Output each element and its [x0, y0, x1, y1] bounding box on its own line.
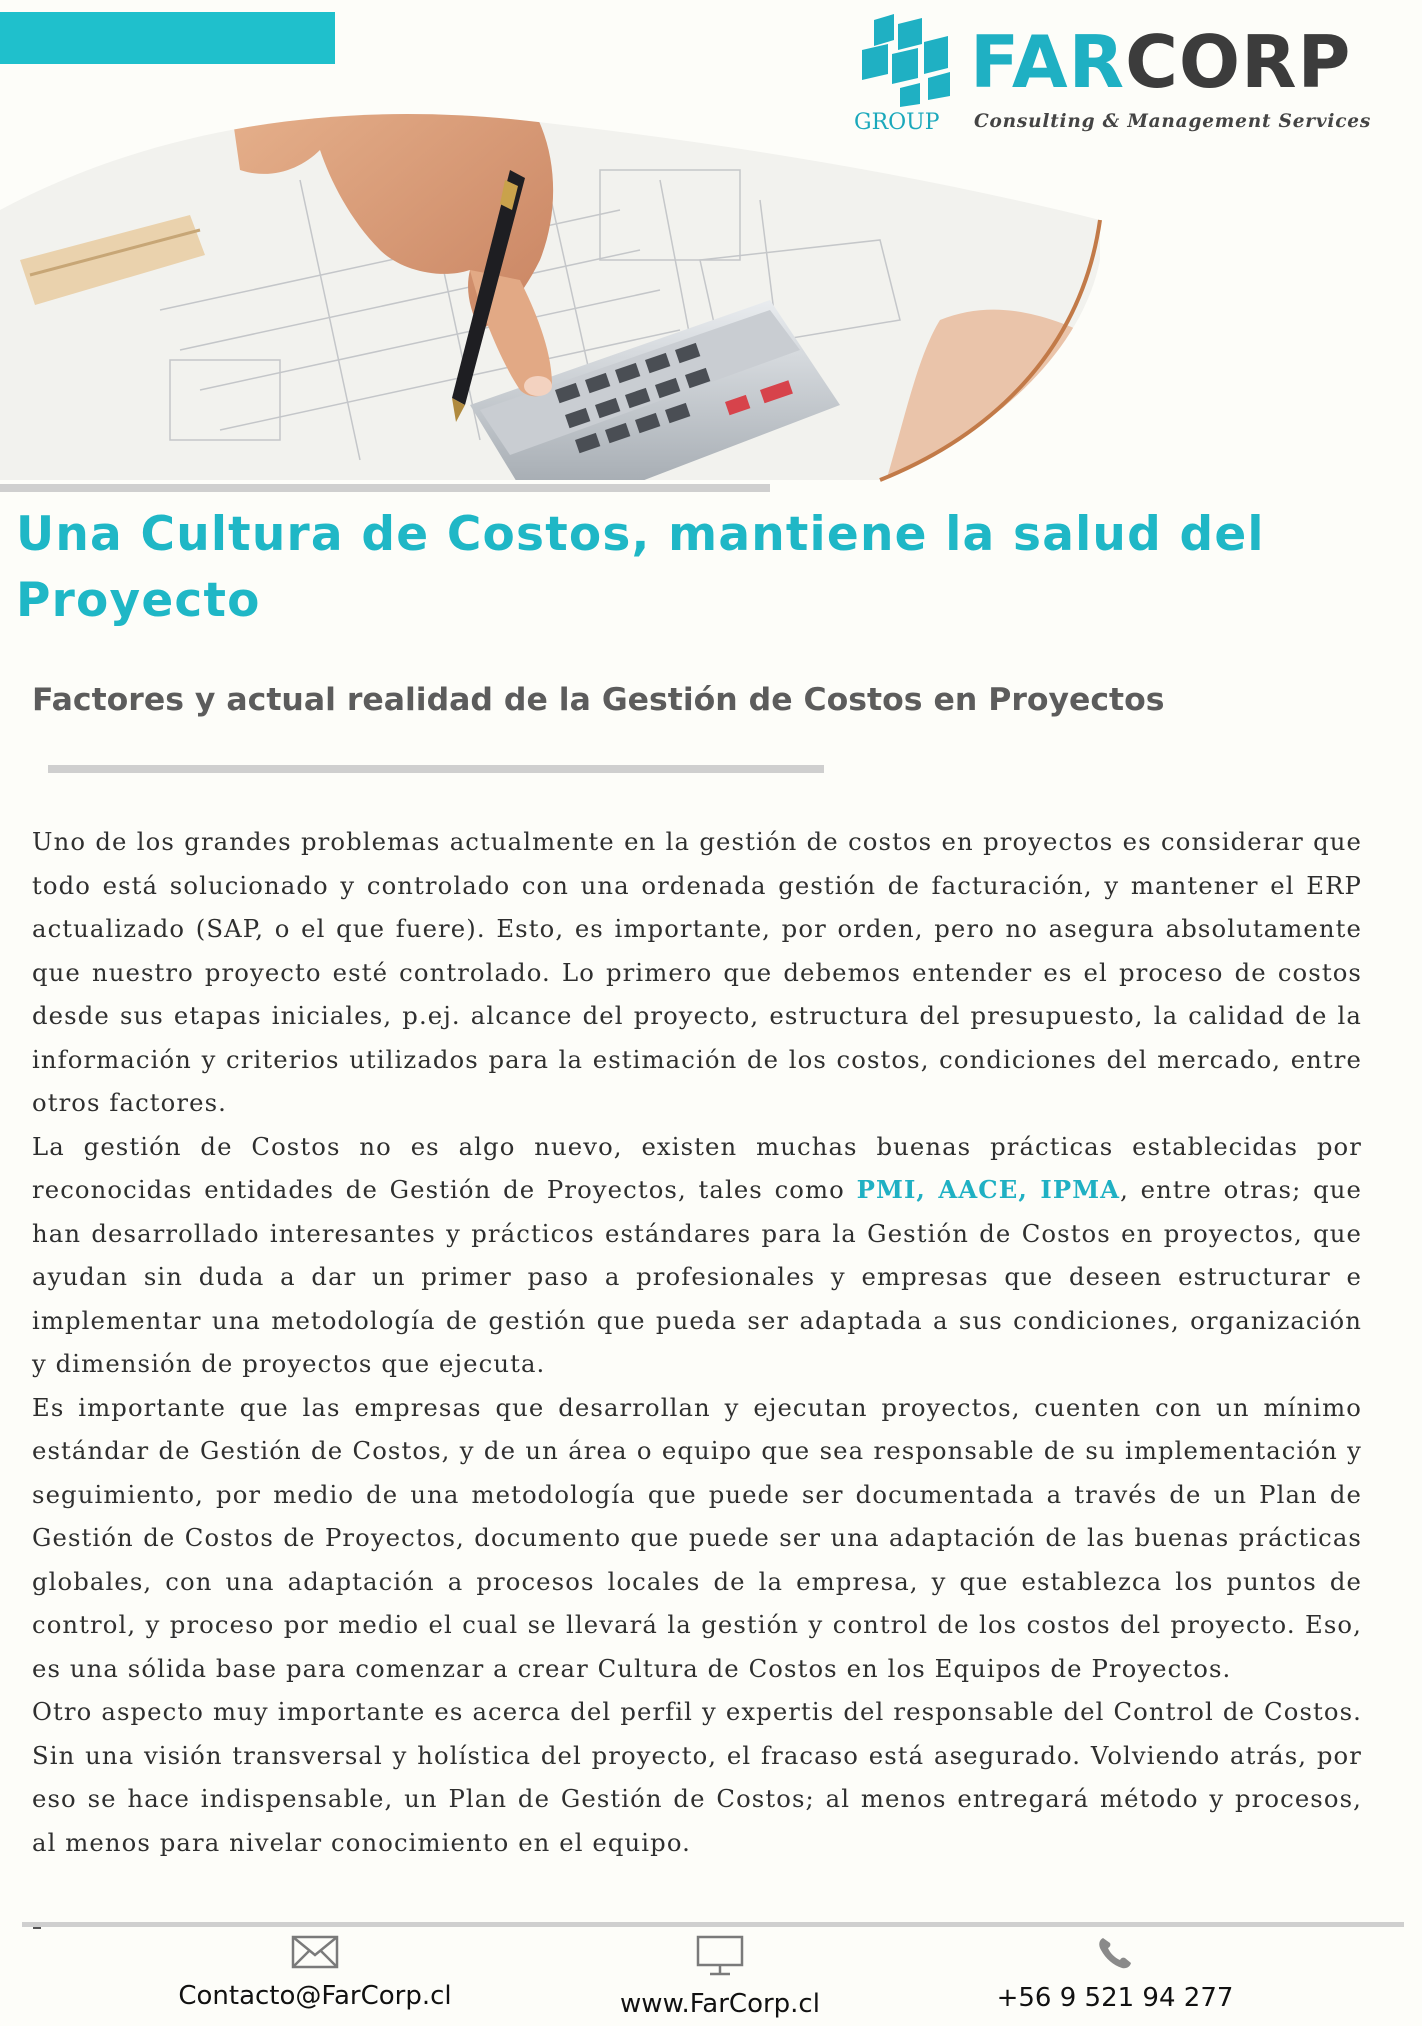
accent-bar — [0, 12, 335, 64]
email-link[interactable]: Contacto@FarCorp.cl — [178, 1981, 452, 2011]
logo-wordmark — [970, 20, 1352, 104]
paragraph-2 — [32, 1125, 1362, 1386]
monitor-icon — [696, 1935, 744, 1977]
website-link[interactable]: www.FarCorp.cl — [620, 1989, 820, 2019]
mail-icon — [291, 1935, 339, 1969]
footer-dash — [33, 1927, 41, 1929]
paragraph-1: Uno de los grandes problemas actualmente en la gestión de costos en proyectos es considerar que todo está solucionado y controlado con una ordenada gestión de facturación, y mantener el ERP actualizado (SAP, o el que fuere). Esto, es importante, por orden, pero no asegura absolutamente que nuestro proyecto esté controlado. Lo primero que debemos entender es el proceso de costos desde sus etapas iniciales, p.ej. alcance del proyecto, estructura del presupuesto, la calidad de la información y criterios utilizados para la estimación de los costos, condiciones del mercado, entre otros factores. — [32, 827, 1362, 1117]
paragraph-3: Es importante que las empresas que desarrollan y ejecutan proyectos, cuenten con un mínimo estándar de Gestión de Costos, y de un área o equipo que sea responsable de su implementación y seguimiento, por medio de una metodología que puede ser documentada a través de un Plan de Gestión de Costos de Proyectos, documento que puede ser una adaptación de las buenas prácticas globales, con una adaptación a procesos locales de la empresa, y que establezca los puntos de control, y proceso por medio el cual se llevará la gestión y control de los costos del proyecto. Eso, es una sólida base para comenzar a crear Cultura de Costos en los Equipos de Proyectos. — [32, 1392, 1362, 1683]
article-body — [32, 820, 1362, 1864]
paragraph-2-start: La gestión de Costos no es algo nuevo, existen muchas buenas prácticas establecidas por reconocidas entidades de Gestión de Proyectos, tales como — [32, 1131, 1362, 1204]
page-title: Una Cultura de Costos, mantiene la salud del Proyecto — [16, 507, 1265, 628]
logo-far: FAR — [970, 20, 1126, 104]
footer-phone[interactable] — [935, 1935, 1295, 2013]
logo-corp: CORP — [1125, 20, 1352, 104]
logo-mark-icon — [852, 12, 962, 107]
footer-website[interactable] — [540, 1935, 900, 2019]
page-subtitle: Factores y actual realidad de la Gestión de Costos en Proyectos — [32, 682, 1165, 718]
farcorp-logo — [852, 12, 1412, 142]
footer-email[interactable] — [135, 1935, 495, 2011]
phone-number[interactable]: +56 9 521 94 277 — [996, 1983, 1234, 2013]
logo-group: GROUP — [854, 110, 940, 135]
logo-tagline: Consulting & Management Services — [974, 111, 1372, 132]
divider-top — [0, 484, 770, 492]
paragraph-4: Otro aspecto muy importante es acerca del perfil y expertis del responsable del Control de Costos. Sin una visión transversal y holística del proyecto, el fracaso está asegurado. Volviendo atrás, por eso se hace indispensable, un Plan de Gestión de Costos; al menos entregará método y procesos, al menos para nivelar conocimiento en el equipo. — [32, 1697, 1362, 1857]
phone-icon — [1095, 1935, 1135, 1971]
footer-divider — [22, 1922, 1404, 1927]
organizations-highlight: PMI, AACE, IPMA — [856, 1175, 1121, 1204]
paragraph-2-end: , entre otras; que han desarrollado interesantes y prácticos estándares para la Gestión de Costos en proyectos, que ayudan sin duda a dar un primer paso a profesionales y empresas que deseen estructurar e implementar una metodología de gestión que pueda ser adaptada a sus condiciones, organización y dimensión de proyectos que ejecuta. — [32, 1175, 1362, 1378]
divider-subtitle — [48, 765, 824, 773]
